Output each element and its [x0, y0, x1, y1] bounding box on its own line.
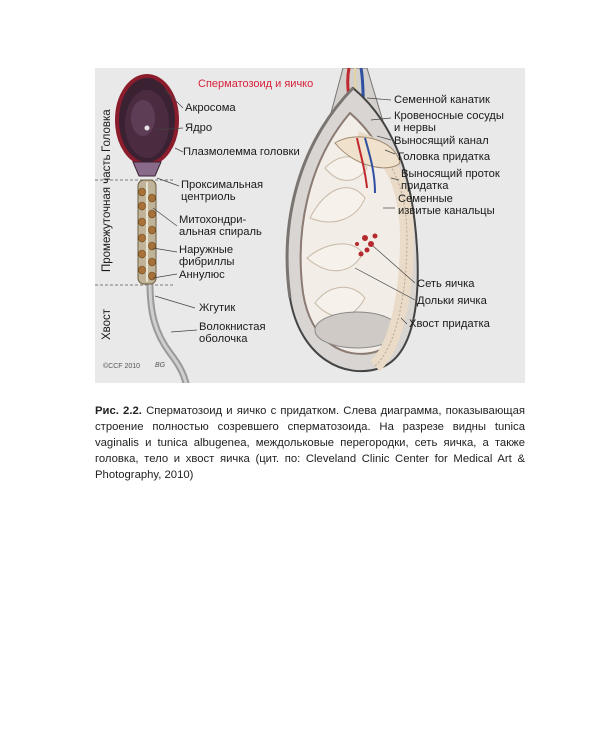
label-rete-testis: Сеть яичка — [417, 278, 475, 290]
label-vessels-nerves: Кровеносные сосуды и нервы — [394, 110, 504, 134]
section-head-label: Головка — [101, 109, 113, 152]
section-midpiece-label: Промежуточная часть — [101, 154, 113, 272]
nucleus-dot — [145, 126, 150, 131]
label-epididymis-tail: Хвост придатка — [409, 318, 490, 330]
section-tail-label: Хвост — [101, 308, 113, 340]
label-acrosome: Акросома — [185, 102, 236, 114]
figure-caption — [95, 403, 525, 483]
label-efferent-duct: Выносящий канал — [394, 135, 489, 147]
figure-panel — [95, 68, 525, 383]
figure-title: Сперматозоид и яичко — [198, 78, 314, 90]
neck — [133, 162, 161, 176]
credit-artist-signature: BG — [155, 362, 166, 369]
label-outer-fibrils: Наружные фибриллы — [179, 244, 235, 268]
label-nucleus: Ядро — [185, 122, 213, 134]
label-proximal-centriole: Проксимальная центриоль — [181, 179, 264, 203]
label-fibrous-sheath: Волокнистая оболочка — [199, 321, 266, 345]
label-annulus: Аннулюс — [179, 269, 225, 281]
caption-label: Рис. 2.2. — [95, 405, 142, 417]
label-flagellum: Жгутик — [199, 302, 236, 314]
credit-copyright: ©CCF 2010 — [103, 363, 141, 370]
label-head-plasmalemma: Плазмолемма головки — [183, 146, 300, 158]
label-epididymal-duct: Выносящий проток придатка — [401, 168, 500, 192]
label-mitochondrial-spiral: Митохондри- альная спираль — [179, 214, 262, 238]
nucleus-highlight — [131, 100, 155, 136]
caption-text: Сперматозоид и яичко с придатком. Слева диаграмма, показывающая строение полностью созревшего сперматозоида. На разрезе видны tunica vaginalis и tunica albugenea, междольковые перегородки, сеть яичка, а также головка, тело и хвост яичка (цит. по: Cleveland Clinic Center for Medical Art & Photography, 2010) — [95, 405, 525, 481]
label-spermatic-cord: Семенной канатик — [394, 94, 490, 106]
label-testis-lobules: Дольки яичка — [417, 295, 487, 307]
label-seminiferous-tubules: Семенные извитые канальцы — [398, 193, 495, 217]
label-epididymis-head: Головка придатка — [398, 151, 491, 163]
